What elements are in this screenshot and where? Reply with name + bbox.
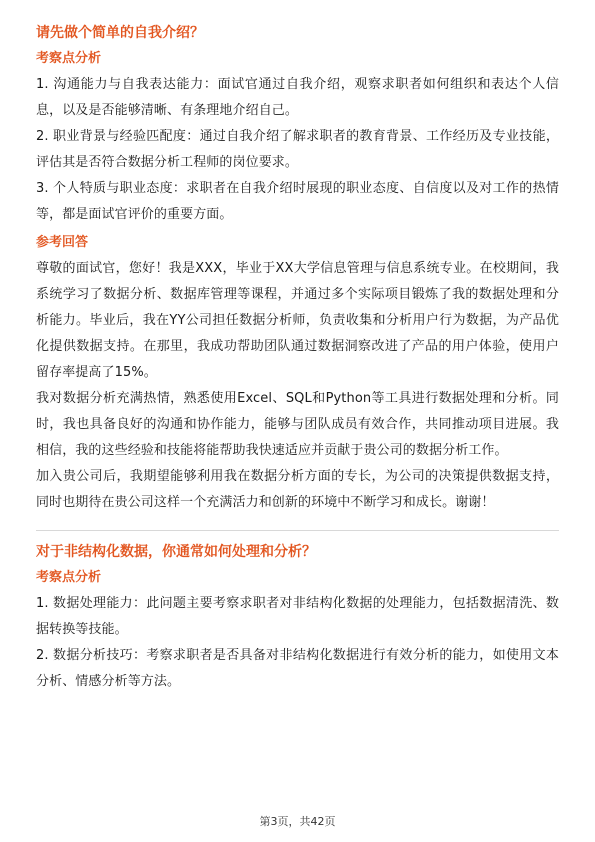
answer-paragraph: 加入贵公司后，我期望能够利用我在数据分析方面的专长，为公司的决策提供数据支持，同时也期待在贵公司这样一个充满活力和创新的环境中不断学习和成长。谢谢！: [36, 469, 559, 510]
page-number: 第3页，共42页: [259, 815, 336, 828]
section-divider: [36, 530, 559, 531]
analysis-heading: 考察点分析: [36, 570, 102, 585]
analysis-item: 2. 数据分析技巧：考察求职者是否具备对非结构化数据进行有效分析的能力，如使用文本分析、情感分析等方法。: [36, 648, 559, 689]
question-title: 请先做个简单的自我介绍？: [36, 25, 204, 41]
analysis-item: 1. 沟通能力与自我表达能力：面试官通过自我介绍，观察求职者如何组织和表达个人信息，以及是否能够清晰、有条理地介绍自己。: [36, 77, 559, 118]
answer-paragraph: 我对数据分析充满热情，熟悉使用Excel、SQL和Python等工具进行数据处理和分析。同时，我也具备良好的沟通和协作能力，能够与团队成员有效合作，共同推动项目进展。我相信，我的这些经验和技能将能帮助我快速适应并贡献于贵公司的数据分析工作。: [36, 391, 559, 458]
question-block: [36, 22, 559, 516]
analysis-item: 1. 数据处理能力：此问题主要考察求职者对非结构化数据的处理能力，包括数据清洗、数据转换等技能。: [36, 596, 559, 637]
answer-heading: 参考回答: [36, 235, 89, 250]
answer-paragraph: 尊敬的面试官，您好！我是XXX，毕业于XX大学信息管理与信息系统专业。在校期间，我系统学习了数据分析、数据库管理等课程，并通过多个实际项目锻炼了我的数据处理和分析能力。毕业后，我在YY公司担任数据分析师，负责收集和分析用户行为数据，为产品优化提供数据支持。在那里，我成功帮助团队通过数据洞察改进了产品的用户体验，使用户留存率提高了15%。: [36, 261, 559, 380]
analysis-heading: 考察点分析: [36, 51, 102, 66]
question-block: [36, 541, 559, 695]
analysis-item: 3. 个人特质与职业态度：求职者在自我介绍时展现的职业态度、自信度以及对工作的热情等，都是面试官评价的重要方面。: [36, 181, 559, 222]
analysis-item: 2. 职业背景与经验匹配度：通过自我介绍了解求职者的教育背景、工作经历及专业技能，评估其是否符合数据分析工程师的岗位要求。: [36, 129, 559, 170]
document-body: [36, 22, 559, 695]
question-title: 对于非结构化数据，你通常如何处理和分析？: [36, 544, 316, 560]
